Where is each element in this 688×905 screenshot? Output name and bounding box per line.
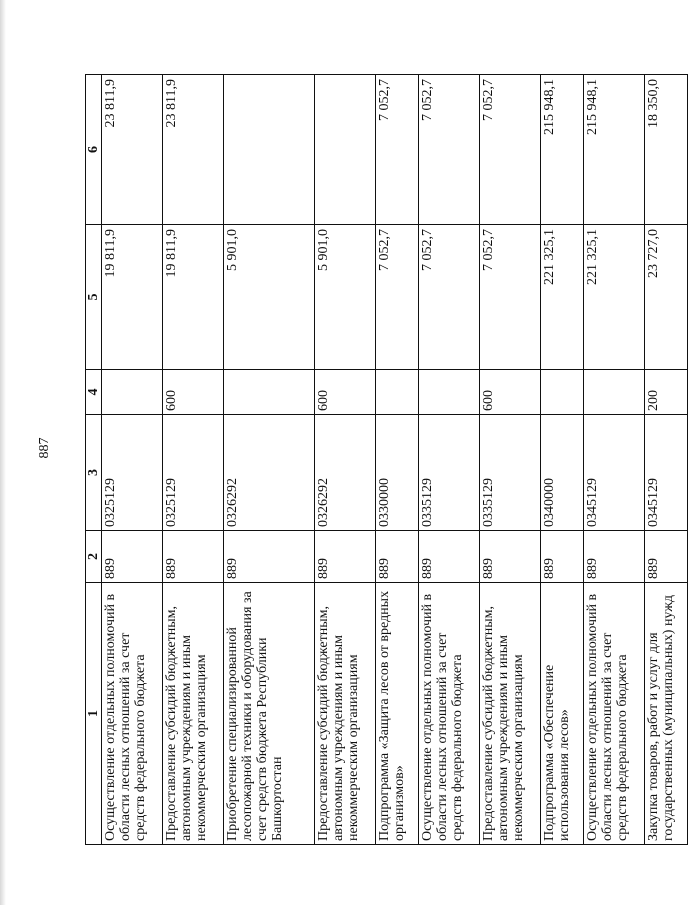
row-name: Подпрограмма «Защита лесов от вредных организмов» (376, 583, 419, 845)
cell-ministry: 889 (584, 531, 645, 583)
cell-amount-5: 7 052,7 (480, 225, 541, 370)
row-name: Подпрограмма «Обеспечение использования лесов» (541, 583, 584, 845)
header-cell: 1 (86, 583, 102, 845)
cell-amount-6: 7 052,7 (419, 75, 480, 225)
cell-target: 0326292 (224, 415, 315, 531)
row-name: Осуществление отдельных полномочий в области лесных отношений за счет средств федерального бюджета (584, 583, 645, 845)
table-row (376, 75, 419, 845)
cell-amount-5: 7 052,7 (376, 225, 419, 370)
cell-type (541, 370, 584, 415)
cell-amount-6 (224, 75, 315, 225)
cell-type: 200 (645, 370, 688, 415)
header-row (86, 75, 102, 845)
cell-amount-5: 19 811,9 (163, 225, 224, 370)
cell-target: 0345129 (645, 415, 688, 531)
table-row (584, 75, 645, 845)
cell-amount-5: 23 727,0 (645, 225, 688, 370)
cell-type (224, 370, 315, 415)
header-cell: 3 (86, 415, 102, 531)
cell-ministry: 889 (315, 531, 376, 583)
cell-target: 0340000 (541, 415, 584, 531)
cell-amount-5: 5 901,0 (315, 225, 376, 370)
cell-ministry: 889 (480, 531, 541, 583)
cell-ministry: 889 (541, 531, 584, 583)
scan-edge (0, 0, 6, 905)
cell-target: 0330000 (376, 415, 419, 531)
header-cell: 6 (86, 75, 102, 225)
cell-target: 0326292 (315, 415, 376, 531)
cell-target: 0345129 (584, 415, 645, 531)
cell-amount-5: 221 325,1 (584, 225, 645, 370)
cell-type (102, 370, 163, 415)
cell-target: 0325129 (102, 415, 163, 531)
cell-amount-5: 5 901,0 (224, 225, 315, 370)
row-name: Предоставление субсидий бюджетным, автономным учреждениям и иным некоммерческим организациям (163, 583, 224, 845)
cell-ministry: 889 (102, 531, 163, 583)
cell-ministry: 889 (224, 531, 315, 583)
table-row (163, 75, 224, 845)
header-cell: 2 (86, 531, 102, 583)
cell-amount-6: 215 948,1 (541, 75, 584, 225)
table-row (645, 75, 688, 845)
cell-type (584, 370, 645, 415)
cell-amount-6: 18 350,0 (645, 75, 688, 225)
cell-amount-6: 23 811,9 (102, 75, 163, 225)
rotated-page (85, 75, 676, 845)
row-name: Осуществление отдельных полномочий в области лесных отношений за счет средств федерального бюджета (102, 583, 163, 845)
table-row (419, 75, 480, 845)
cell-ministry: 889 (419, 531, 480, 583)
cell-target: 0335129 (419, 415, 480, 531)
row-name: Осуществление отдельных полномочий в области лесных отношений за счет средств федерального бюджета (419, 583, 480, 845)
cell-ministry: 889 (645, 531, 688, 583)
cell-amount-6: 23 811,9 (163, 75, 224, 225)
cell-type: 600 (315, 370, 376, 415)
row-name: Предоставление субсидий бюджетным, автономным учреждениям и иным некоммерческим организациям (315, 583, 376, 845)
table-row (224, 75, 315, 845)
table-row (541, 75, 584, 845)
cell-target: 0335129 (480, 415, 541, 531)
row-name: Закупка товаров, работ и услуг для государственных (муниципальных) нужд (645, 583, 688, 845)
cell-amount-6: 7 052,7 (376, 75, 419, 225)
cell-type (419, 370, 480, 415)
cell-amount-5: 7 052,7 (419, 225, 480, 370)
page-number: 887 (37, 437, 52, 459)
cell-type: 600 (480, 370, 541, 415)
table-row (102, 75, 163, 845)
header-cell: 5 (86, 225, 102, 370)
cell-target: 0325129 (163, 415, 224, 531)
budget-table (85, 74, 688, 845)
cell-amount-6 (315, 75, 376, 225)
cell-amount-6: 215 948,1 (584, 75, 645, 225)
cell-amount-5: 221 325,1 (541, 225, 584, 370)
cell-ministry: 889 (376, 531, 419, 583)
row-name: Приобретение специализированной лесопожарной техники и оборудования за счет средств бюджета Республики Башкортостан (224, 583, 315, 845)
table-row (315, 75, 376, 845)
cell-type (376, 370, 419, 415)
row-name: Предоставление субсидий бюджетным, автономным учреждениям и иным некоммерческим организациям (480, 583, 541, 845)
cell-amount-6: 7 052,7 (480, 75, 541, 225)
cell-ministry: 889 (163, 531, 224, 583)
header-cell: 4 (86, 370, 102, 415)
cell-amount-5: 19 811,9 (102, 225, 163, 370)
table-row (480, 75, 541, 845)
cell-type: 600 (163, 370, 224, 415)
